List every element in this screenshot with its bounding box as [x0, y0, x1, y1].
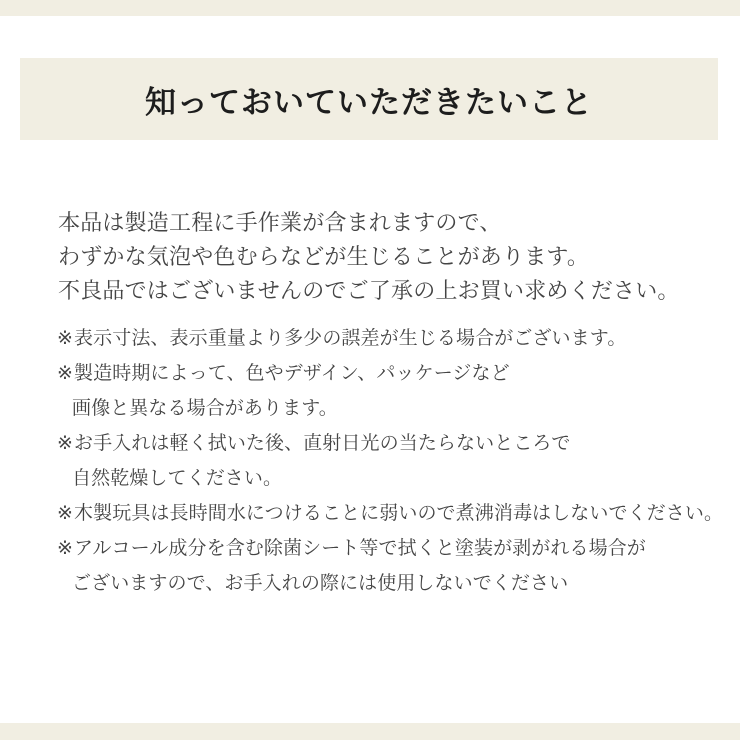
note-item — [57, 321, 723, 356]
note-line — [57, 496, 723, 531]
note-line-continuation: 自然乾燥してください。 — [72, 468, 283, 489]
intro-line: 本品は製造工程に手作業が含まれますので、 — [58, 210, 502, 235]
note-text: 木製玩具は長時間水につけることに弱いので煮沸消毒はしないでください。 — [74, 503, 724, 524]
heading-banner — [20, 58, 718, 140]
note-line — [57, 321, 723, 356]
note-marker: ※ — [57, 363, 74, 384]
notes-list — [57, 321, 723, 601]
note-item — [57, 496, 723, 531]
note-line — [57, 426, 723, 461]
intro-line: わずかな気泡や色むらなどが生じることがあります。 — [58, 244, 590, 269]
note-line-continuation: 画像と異なる場合があります。 — [72, 398, 338, 419]
top-section-divider — [0, 0, 740, 16]
note-marker: ※ — [57, 538, 74, 559]
note-line — [57, 356, 723, 391]
note-marker: ※ — [57, 328, 74, 349]
note-marker: ※ — [57, 433, 74, 454]
intro-line: 不良品ではございませんのでご了承の上お買い求めください。 — [58, 278, 680, 303]
note-text: お手入れは軽く拭いた後、直射日光の当たらないところで — [74, 433, 571, 454]
note-item — [57, 426, 723, 496]
note-item — [57, 531, 723, 601]
note-line-continuation: ございますので、お手入れの際には使用しないでください — [72, 573, 569, 594]
note-marker: ※ — [57, 503, 74, 524]
note-text: アルコール成分を含む除菌シート等で拭くと塗装が剥がれる場合が — [74, 538, 646, 559]
note-line — [57, 531, 723, 566]
bottom-section-divider — [0, 723, 740, 740]
page-title: 知っておいていただきたいこと — [145, 84, 593, 120]
note-text: 製造時期によって、色やデザイン、パッケージなど — [74, 363, 510, 384]
intro-paragraph — [58, 206, 680, 308]
note-text: 表示寸法、表示重量より多少の誤差が生じる場合がございます。 — [74, 328, 627, 349]
note-item — [57, 356, 723, 426]
